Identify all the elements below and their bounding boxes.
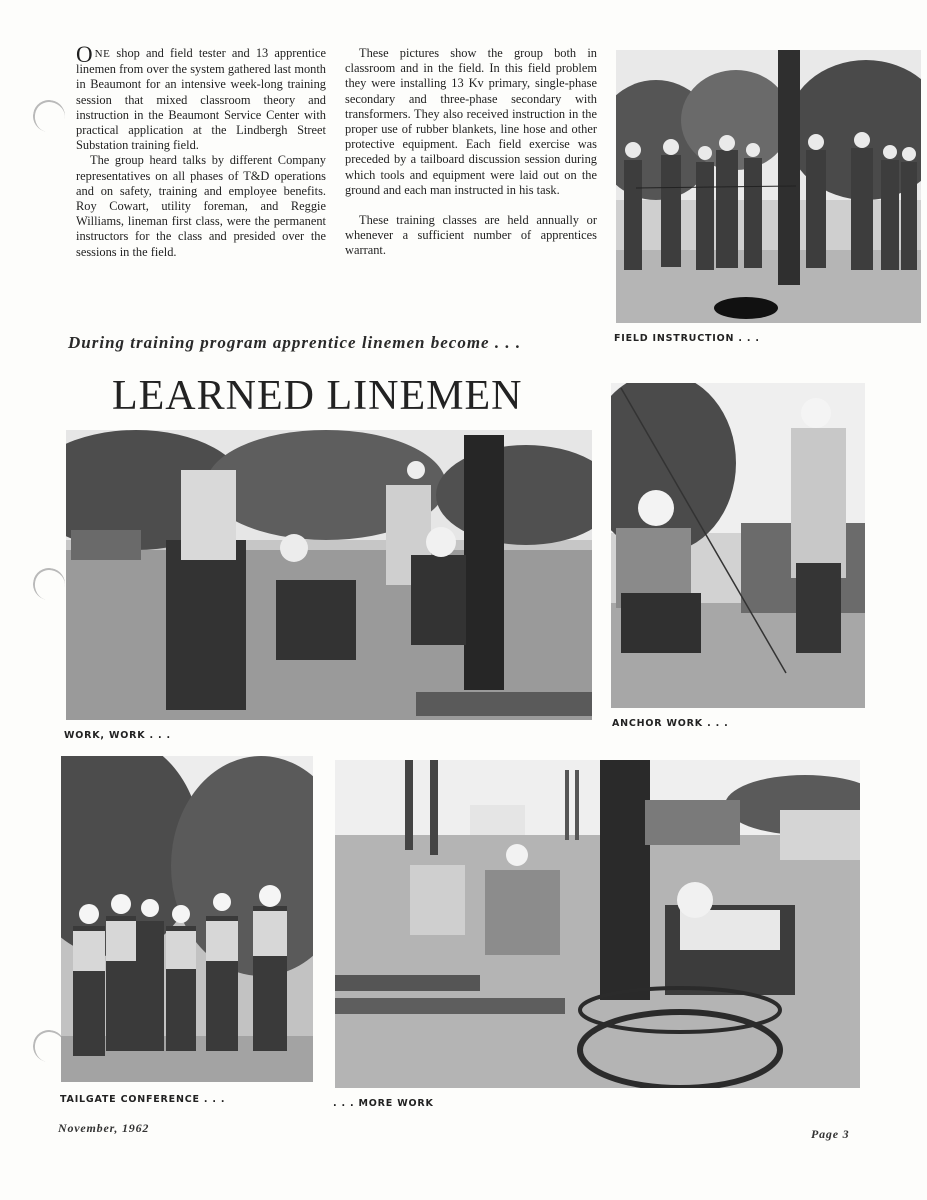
column-1-paragraph-1 [76, 42, 326, 153]
caption-work-work: WORK, WORK . . . [64, 730, 171, 741]
caption-field-instruction: FIELD INSTRUCTION . . . [614, 333, 760, 344]
binder-hole-middle [30, 565, 67, 602]
kicker: During training program apprentice linemen become . . . [68, 333, 522, 352]
caption-tailgate-conference: TAILGATE CONFERENCE . . . [60, 1094, 226, 1105]
photo-more-work [335, 760, 860, 1088]
footer-page-number: Page 3 [811, 1127, 850, 1141]
photo-work-work [66, 430, 592, 720]
column-1-paragraph-2: The group heard talks by different Company representatives on all phases of T&D operations and on safety, training and employee benefits. Roy Cowart, utility foreman, and Reggie Williams, lineman first class, were the permanent instructors for the class and presided over the sessions in the field. [76, 153, 326, 259]
article-column-2 [345, 46, 597, 259]
caption-anchor-work: ANCHOR WORK . . . [612, 718, 729, 729]
paragraph-text: shop and field tester and 13 apprentice linemen from over the system gathered last month in Beaumont for an intensive week-long training session that mixed classroom theory and instruction in the Beaumont Service Center with practical application at the Lindbergh Street Substation training field. [76, 46, 326, 153]
photo-field-instruction [616, 50, 921, 323]
binder-hole-top [30, 97, 67, 134]
lead-in: NE [94, 48, 111, 60]
drop-cap: O [76, 42, 93, 67]
column-2-paragraph-1: These pictures show the group both in classroom and in the field. In this field problem they were installing 13 Kv primary, single-phase secondary and three-phase secondary with transformers. They also received instruction in the proper use of rubber blankets, line hose and other protective equipment. Each field exercise was preceded by a tailboard discussion session during which tools and equipment were laid out on the ground and each man instructed in his task. [345, 46, 597, 197]
photo-anchor-work [611, 383, 865, 708]
caption-more-work: . . . MORE WORK [333, 1098, 434, 1109]
headline: LEARNED LINEMEN [112, 373, 523, 419]
column-2-paragraph-2: These training classes are held annually or whenever a sufficient number of apprentices warrant. [345, 213, 597, 258]
article-column-1 [76, 42, 326, 260]
photo-tailgate-conference [61, 756, 313, 1082]
footer-date: November, 1962 [58, 1121, 150, 1135]
